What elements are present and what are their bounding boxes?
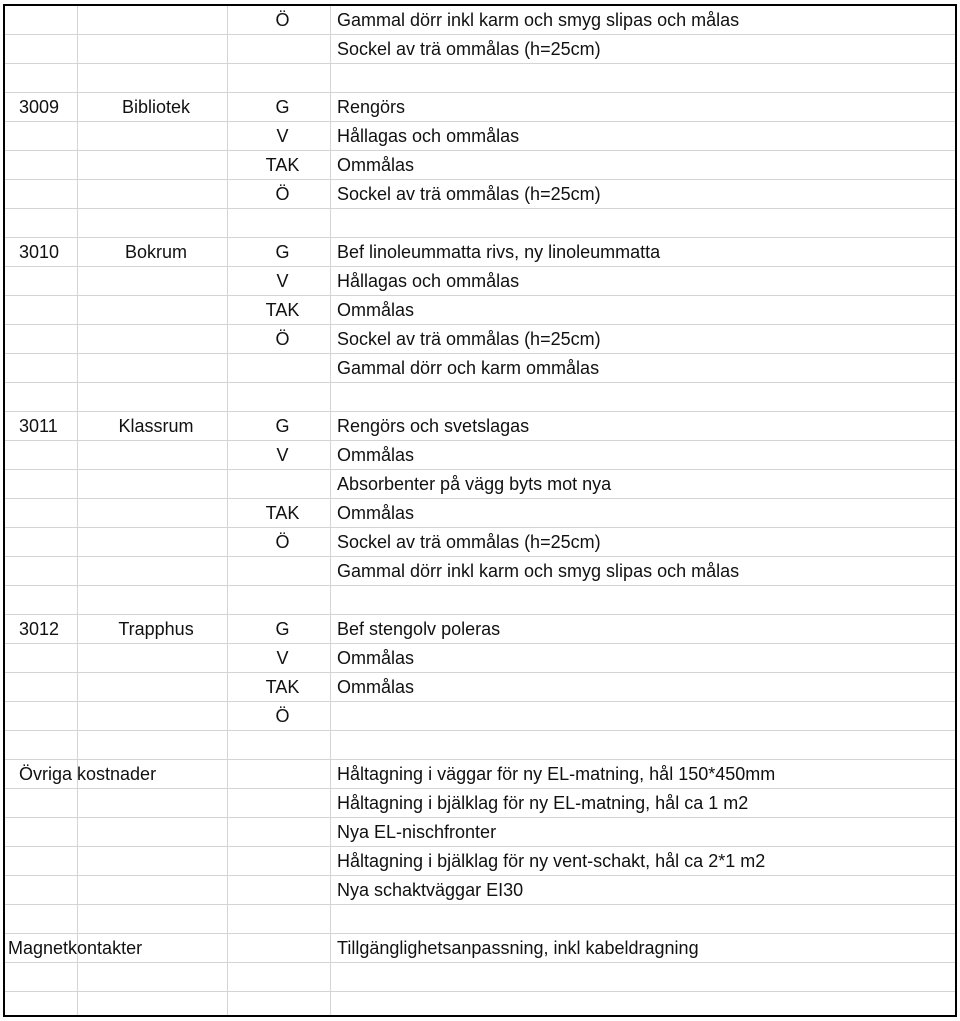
room-code-cell	[19, 209, 81, 238]
description-cell	[337, 209, 947, 238]
room-code-cell	[19, 354, 81, 383]
description-cell: Bef linoleummatta rivs, ny linoleummatta	[337, 242, 661, 262]
room-code-cell: 3012	[19, 619, 60, 639]
description-cell: Sockel av trä ommålas (h=25cm)	[337, 39, 601, 59]
description-cell: Gammal dörr inkl karm och smyg slipas och målas	[337, 561, 740, 581]
table-row	[5, 151, 955, 180]
surface-type-cell	[231, 789, 334, 818]
description-cell: Hållagas och ommålas	[337, 271, 520, 291]
description-cell	[337, 963, 947, 992]
surface-type-cell: V	[276, 445, 289, 465]
description-cell: Nya schaktväggar EI30	[337, 880, 524, 900]
table-row	[5, 702, 955, 731]
description-cell	[337, 586, 947, 615]
cost-category-label: Magnetkontakter	[8, 938, 143, 958]
table-row	[5, 760, 955, 789]
table-row	[5, 383, 955, 412]
surface-type-cell: TAK	[265, 677, 300, 697]
room-code-cell	[19, 818, 81, 847]
room-code-cell	[19, 267, 81, 296]
room-name-cell: Klassrum	[118, 416, 194, 436]
room-name-cell	[81, 209, 231, 238]
description-cell	[337, 64, 947, 93]
room-code-cell	[19, 6, 81, 35]
table-row	[5, 963, 955, 992]
table-row	[5, 180, 955, 209]
room-code-cell: 3009	[19, 97, 60, 117]
room-name-cell: Trapphus	[118, 619, 194, 639]
room-code-cell	[19, 122, 81, 151]
surface-type-cell: V	[276, 126, 289, 146]
surface-type-cell	[231, 35, 334, 64]
room-name-cell	[81, 151, 231, 180]
surface-type-cell	[231, 963, 334, 992]
table-row	[5, 64, 955, 93]
room-code-cell	[19, 731, 81, 760]
room-name-cell	[81, 731, 231, 760]
table-row	[5, 296, 955, 325]
table-row	[5, 731, 955, 760]
description-cell: Absorbenter på vägg byts mot nya	[337, 474, 612, 494]
room-code-cell	[19, 702, 81, 731]
room-name-cell	[81, 441, 231, 470]
room-code-cell	[19, 644, 81, 673]
table-row	[5, 499, 955, 528]
surface-type-cell: G	[275, 242, 290, 262]
description-cell	[337, 905, 947, 934]
room-name-cell	[81, 267, 231, 296]
room-name-cell	[81, 325, 231, 354]
table-row	[5, 673, 955, 702]
room-code-cell	[19, 325, 81, 354]
room-code-cell	[19, 847, 81, 876]
description-cell: Bef stengolv poleras	[337, 619, 501, 639]
room-code-cell	[19, 963, 81, 992]
surface-type-cell: Ö	[275, 10, 290, 30]
table-row	[5, 238, 955, 267]
room-code-cell	[19, 151, 81, 180]
room-code-cell	[19, 296, 81, 325]
room-code-cell	[19, 383, 81, 412]
room-code-cell: 3010	[19, 242, 60, 262]
surface-type-cell: G	[275, 416, 290, 436]
spreadsheet	[3, 4, 957, 1017]
room-code-cell	[19, 673, 81, 702]
surface-type-cell	[231, 354, 334, 383]
room-name-cell	[81, 644, 231, 673]
room-code-cell	[19, 876, 81, 905]
surface-type-cell: TAK	[265, 300, 300, 320]
description-cell: Sockel av trä ommålas (h=25cm)	[337, 532, 601, 552]
cost-category-label: Övriga kostnader	[19, 764, 157, 784]
room-name-cell	[81, 499, 231, 528]
room-code-cell: 3011	[19, 416, 58, 436]
room-name-cell: Bokrum	[124, 242, 187, 262]
surface-type-cell: G	[275, 619, 290, 639]
room-code-cell	[19, 905, 81, 934]
table-row	[5, 905, 955, 934]
surface-type-cell	[231, 905, 334, 934]
table-row	[5, 557, 955, 586]
description-cell: Ommålas	[337, 677, 415, 697]
surface-type-cell	[231, 557, 334, 586]
room-name-cell	[81, 470, 231, 499]
surface-type-cell	[231, 209, 334, 238]
room-name-cell	[81, 354, 231, 383]
room-name-cell	[81, 64, 231, 93]
table-row	[5, 818, 955, 847]
table-row	[5, 615, 955, 644]
room-name-cell	[81, 789, 231, 818]
description-cell: Håltagning i bjälklag för ny vent-schakt, hål ca 2*1 m2	[337, 851, 766, 871]
table-row	[5, 934, 955, 963]
description-cell: Ommålas	[337, 445, 415, 465]
table-row	[5, 528, 955, 557]
description-cell: Håltagning i väggar för ny EL-matning, hål 150*450mm	[337, 764, 776, 784]
surface-type-cell: Ö	[275, 329, 290, 349]
room-name-cell	[81, 818, 231, 847]
room-name-cell	[81, 122, 231, 151]
room-name-cell	[81, 383, 231, 412]
description-cell: Rengörs och svetslagas	[337, 416, 530, 436]
surface-type-cell	[231, 586, 334, 615]
table-row	[5, 644, 955, 673]
table-row	[5, 876, 955, 905]
surface-type-cell: Ö	[275, 184, 290, 204]
room-code-cell	[19, 499, 81, 528]
room-name-cell	[81, 557, 231, 586]
room-code-cell	[19, 586, 81, 615]
table-row	[5, 847, 955, 876]
room-name-cell	[81, 528, 231, 557]
description-cell: Nya EL-nischfronter	[337, 822, 497, 842]
room-code-cell	[19, 528, 81, 557]
room-code-cell	[19, 470, 81, 499]
table-row	[5, 93, 955, 122]
description-cell: Sockel av trä ommålas (h=25cm)	[337, 184, 601, 204]
description-cell	[337, 702, 947, 731]
room-code-cell	[19, 789, 81, 818]
description-cell: Rengörs	[337, 97, 406, 117]
table-row	[5, 441, 955, 470]
table-row	[5, 325, 955, 354]
table-row	[5, 209, 955, 238]
description-cell: Håltagning i bjälklag för ny EL-matning, hål ca 1 m2	[337, 793, 749, 813]
table-row	[5, 354, 955, 383]
room-name-cell: Bibliotek	[121, 97, 191, 117]
room-name-cell	[81, 586, 231, 615]
surface-type-cell	[231, 876, 334, 905]
surface-type-cell	[231, 818, 334, 847]
room-name-cell	[81, 963, 231, 992]
table-row	[5, 412, 955, 441]
surface-type-cell: V	[276, 648, 289, 668]
surface-type-cell: TAK	[265, 503, 300, 523]
description-cell: Gammal dörr och karm ommålas	[337, 358, 600, 378]
table-row	[5, 267, 955, 296]
room-name-cell	[81, 702, 231, 731]
surface-type-cell: Ö	[275, 706, 290, 726]
surface-type-cell	[231, 64, 334, 93]
room-code-cell	[19, 64, 81, 93]
table-row	[5, 789, 955, 818]
description-cell	[337, 383, 947, 412]
room-code-cell	[19, 557, 81, 586]
surface-type-cell	[231, 847, 334, 876]
description-cell: Ommålas	[337, 300, 415, 320]
room-name-cell	[81, 673, 231, 702]
description-cell: Tillgänglighetsanpassning, inkl kabeldragning	[337, 938, 699, 958]
room-name-cell	[81, 296, 231, 325]
table-row	[5, 586, 955, 615]
surface-type-cell: G	[275, 97, 290, 117]
room-name-cell	[81, 905, 231, 934]
surface-type-cell: Ö	[275, 532, 290, 552]
surface-type-cell: TAK	[265, 155, 300, 175]
description-cell: Sockel av trä ommålas (h=25cm)	[337, 329, 601, 349]
table-row	[5, 470, 955, 499]
room-name-cell	[81, 6, 231, 35]
description-cell: Gammal dörr inkl karm och smyg slipas och målas	[337, 10, 740, 30]
room-code-cell	[19, 35, 81, 64]
surface-type-cell	[231, 470, 334, 499]
surface-type-cell: V	[276, 271, 289, 291]
surface-type-cell	[231, 731, 334, 760]
table-row	[5, 35, 955, 64]
table-row	[5, 6, 955, 35]
room-name-cell	[81, 847, 231, 876]
room-name-cell	[81, 876, 231, 905]
description-cell: Ommålas	[337, 155, 415, 175]
description-cell: Hållagas och ommålas	[337, 126, 520, 146]
room-name-cell	[81, 180, 231, 209]
description-cell	[337, 731, 947, 760]
room-code-cell	[19, 441, 81, 470]
room-name-cell	[81, 35, 231, 64]
table-row	[5, 122, 955, 151]
description-cell: Ommålas	[337, 503, 415, 523]
room-code-cell	[19, 180, 81, 209]
description-cell: Ommålas	[337, 648, 415, 668]
surface-type-cell	[231, 383, 334, 412]
